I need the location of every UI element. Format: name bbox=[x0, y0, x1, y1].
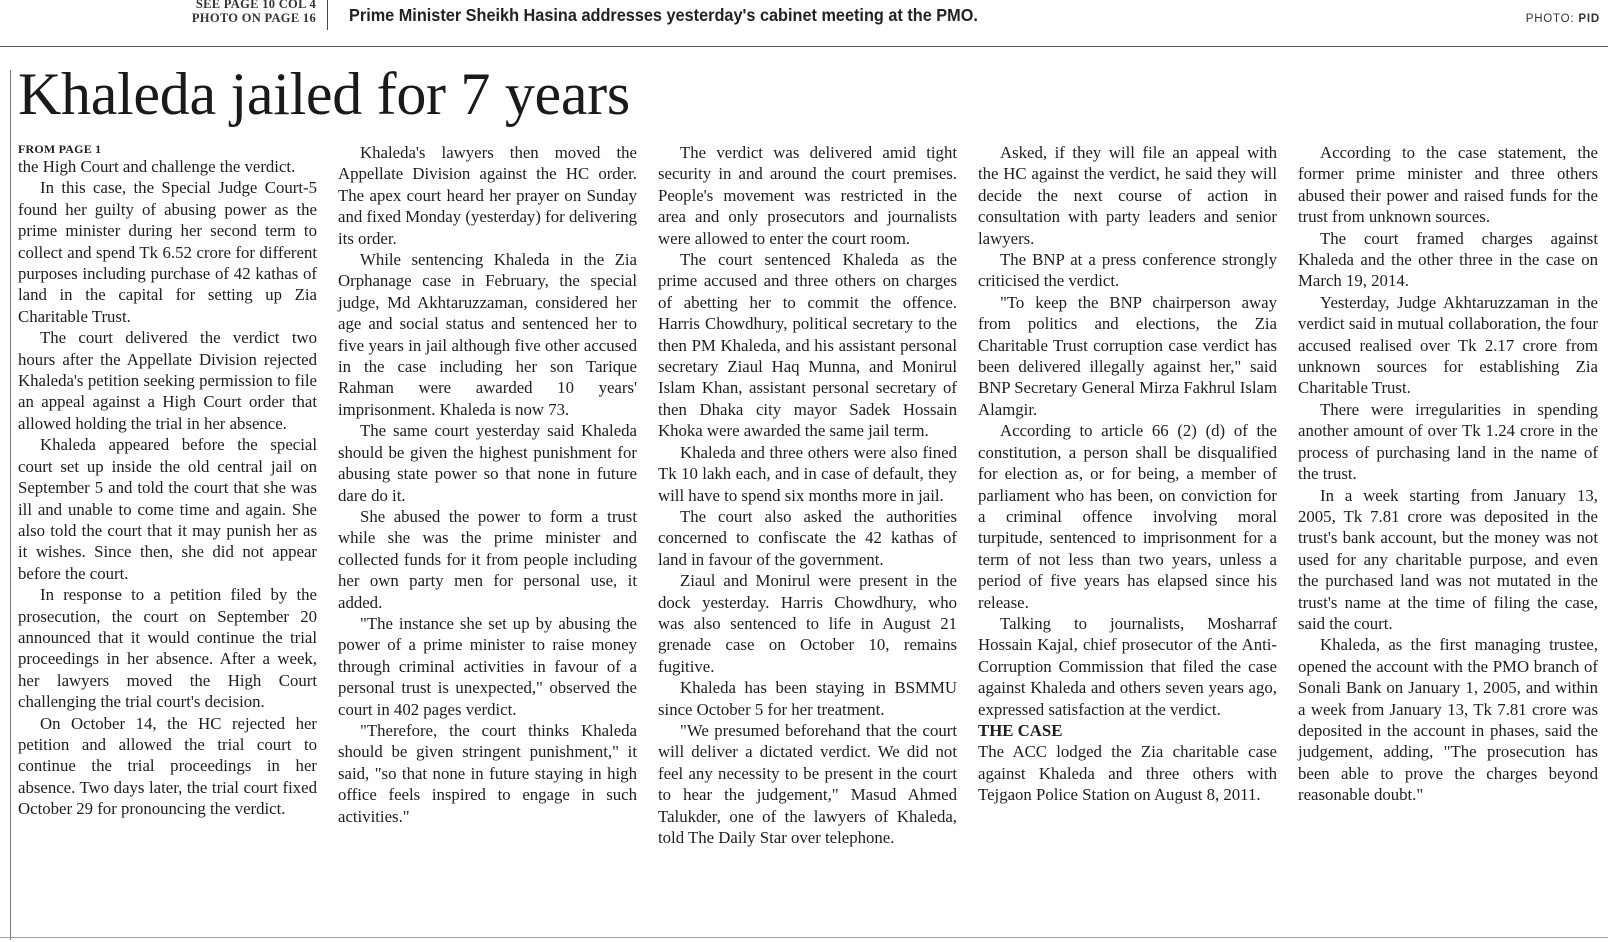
article-paragraph: According to article 66 (2) (d) of the constitution, a person shall be disqualified for election as, or for being, a member of parliament who has been, on conviction for a criminal offence involving moral turpitude, sentenced to imprisonment for a term of not less than two years, unless a period of five years has elapsed since his release. bbox=[978, 421, 1277, 612]
article-column-2 bbox=[338, 142, 637, 827]
article-paragraph: She abused the power to form a trust while she was the prime minister and collected funds for it from people including her own party men for personal use, it added. bbox=[338, 506, 637, 612]
photo-page-reference: PHOTO ON PAGE 16 bbox=[191, 11, 316, 25]
article-paragraph: Khaleda has been staying in BSMMU since October 5 for her treatment. bbox=[658, 678, 957, 719]
article-paragraph: The court sentenced Khaleda as the prime accused and three others on charges of abetting her to commit the offence. Harris Chowdhury, political secretary to the then PM Khaleda, and his assistant personal secretary Ziaul Haq Munna, and Monirul Islam Khan, assistant personal secretary of then Dhaka city mayor Sadek Hossain Khoka were awarded the same jail term. bbox=[658, 250, 957, 441]
article-paragraph: the High Court and challenge the verdict. bbox=[18, 157, 296, 176]
page-bottom-rule bbox=[0, 937, 1608, 938]
article-paragraph: In response to a petition filed by the prosecution, the court on September 20 announced that it would continue the trial proceedings in her absence. After a week, her lawyers moved the High Court challenging the trial court's decision. bbox=[18, 585, 317, 712]
article-column-1 bbox=[18, 142, 317, 820]
column-rule-left bbox=[10, 70, 11, 940]
article-paragraph: Talking to journalists, Mosharraf Hossain Kajal, chief prosecutor of the Anti-Corruption Commission that filed the case against Khaleda and others seven years ago, expressed satisfaction at the verdict. bbox=[978, 613, 1277, 719]
article-headline: Khaleda jailed for 7 years bbox=[18, 61, 630, 127]
section-subhead: THE CASE bbox=[978, 720, 1063, 740]
article-paragraph: Asked, if they will file an appeal with the HC against the verdict, he said they will decide the next course of action in consultation with party leaders and senior lawyers. bbox=[978, 143, 1277, 248]
article-paragraph: While sentencing Khaleda in the Zia Orphanage case in February, the special judge, Md Akhtaruzzaman, considered her age and social status and sentenced her to five years in jail although five other accused in the case including her son Tarique Rahman were awarded 10 years' imprisonment. Khaleda is now 73. bbox=[338, 250, 637, 419]
page-reference bbox=[150, 0, 316, 25]
article-paragraph: "To keep the BNP chairperson away from politics and elections, the Zia Charitable Trust corruption case verdict has been delivered illegally against her," said BNP Secretary General Mirza Fakhrul Islam Alamgir. bbox=[978, 292, 1278, 419]
article-paragraph: "We presumed beforehand that the court will deliver a dictated verdict. We did not feel any necessity to be present in the court to hear the judgement," Masud Ahmed Talukder, one of the lawyers of Khaleda, told The Daily Star over telephone. bbox=[658, 720, 957, 847]
article-paragraph: Khaleda appeared before the special court set up inside the old central jail on September 5 and told the court that she was ill and unable to come time and again. She also told the court that it may punish her as it wishes. Since then, she did not appear before the court. bbox=[18, 435, 317, 583]
article-paragraph: Khaleda, as the first managing trustee, opened the account with the PMO branch of Sonali Bank on January 1, 2005, and within a week from January 13, Tk 7.81 crore was deposited in the account in phases, said the judgement, adding, "The prosecution has been able to prove the charges beyond reasonable doubt." bbox=[1298, 635, 1598, 805]
article-paragraph: The same court yesterday said Khaleda should be given the highest punishment for abusing state power so that none in future dare do it. bbox=[338, 421, 637, 505]
article-paragraph: The court delivered the verdict two hours after the Appellate Division rejected Khaleda's petition seeking permission to file an appeal against a High Court order that allowed holding the trial in her absence. bbox=[18, 328, 317, 433]
photo-caption: Prime Minister Sheikh Hasina addresses yesterday's cabinet meeting at the PMO. bbox=[349, 5, 978, 25]
article-paragraph: "The instance she set up by abusing the power of a prime minister to raise money through criminal activities in favour of a personal trust is unexpected," observed the court in 402 pages verdict. bbox=[338, 613, 637, 719]
article-paragraph: Ziaul and Monirul were present in the dock yesterday. Harris Chowdhury, who was also sentenced to life in August 21 grenade case on October 10, remains fugitive. bbox=[658, 571, 957, 676]
article-paragraph: Yesterday, Judge Akhtaruzzaman in the verdict said in mutual collaboration, the four accused realised over Tk 2.17 crore from unknown sources for establishing Zia Charitable Trust. bbox=[1298, 292, 1598, 398]
photo-caption-bar bbox=[0, 0, 1608, 46]
article-paragraph: The ACC lodged the Zia charitable case against Khaleda and three others with Tejgaon Police Station on August 8, 2011. bbox=[978, 742, 1277, 805]
article-paragraph: "Therefore, the court thinks Khaleda should be given stringent punishment," it said, "so that none in future staying in high office feels inspired to engage in such activities." bbox=[338, 720, 637, 826]
article-paragraph: The BNP at a press conference strongly criticised the verdict. bbox=[978, 250, 1277, 291]
see-page-reference: SEE PAGE 10 COL 4 bbox=[195, 0, 316, 11]
article-paragraph: Khaleda's lawyers then moved the Appellate Division against the HC order. The apex court heard her prayer on Sunday and fixed Monday (yesterday) for delivering its order. bbox=[338, 143, 637, 248]
article-paragraph: According to the case statement, the former prime minister and three others abused their power and raised funds for the trust from unknown sources. bbox=[1298, 143, 1598, 227]
photo-credit-label: PHOTO: bbox=[1525, 13, 1575, 25]
caption-divider bbox=[327, 0, 328, 30]
article-paragraph: In a week starting from January 13, 2005, Tk 7.81 crore was deposited in the trust's bank account, but the money was not used for any charitable purpose, and even the purchased land was not mutated in the trust's name at the time of filing the case, said the court. bbox=[1298, 485, 1598, 633]
article-column-5 bbox=[1298, 142, 1598, 806]
article-paragraph: The court also asked the authorities concerned to confiscate the 42 kathas of land in favour of the government. bbox=[658, 506, 957, 569]
header-divider bbox=[0, 46, 1608, 47]
jump-kicker: FROM PAGE 1 bbox=[18, 142, 102, 156]
article-paragraph: Khaleda and three others were also fined Tk 10 lakh each, and in case of default, they will have to spend six months more in jail. bbox=[658, 442, 957, 505]
article-paragraph: The court framed charges against Khaleda and the other three in the case on March 19, 2014. bbox=[1298, 228, 1598, 291]
article-paragraph: The verdict was delivered amid tight security in and around the court premises. People's movement was restricted in the area and only prosecutors and journalists were allowed to enter the court room. bbox=[658, 143, 957, 248]
article-column-4 bbox=[978, 142, 1277, 806]
article-paragraph: In this case, the Special Judge Court-5 found her guilty of abusing power as the prime minister during her second term to collect and spend Tk 6.52 crore for different purposes including purchase of 42 kathas of land in the capital for setting up Zia Charitable Trust. bbox=[18, 178, 317, 326]
article-paragraph: On October 14, the HC rejected her petition and allowed the trial court to continue the trial proceedings in her absence. Two days later, the trial court fixed October 29 for pronouncing the verdict. bbox=[18, 713, 317, 819]
article-paragraph: There were irregularities in spending another amount of over Tk 1.24 crore in the process of purchasing land in the name of the trust. bbox=[1298, 399, 1598, 484]
photo-credit bbox=[1526, 13, 1600, 25]
article-column-3 bbox=[658, 142, 957, 848]
photo-credit-source: PID bbox=[1578, 13, 1600, 25]
